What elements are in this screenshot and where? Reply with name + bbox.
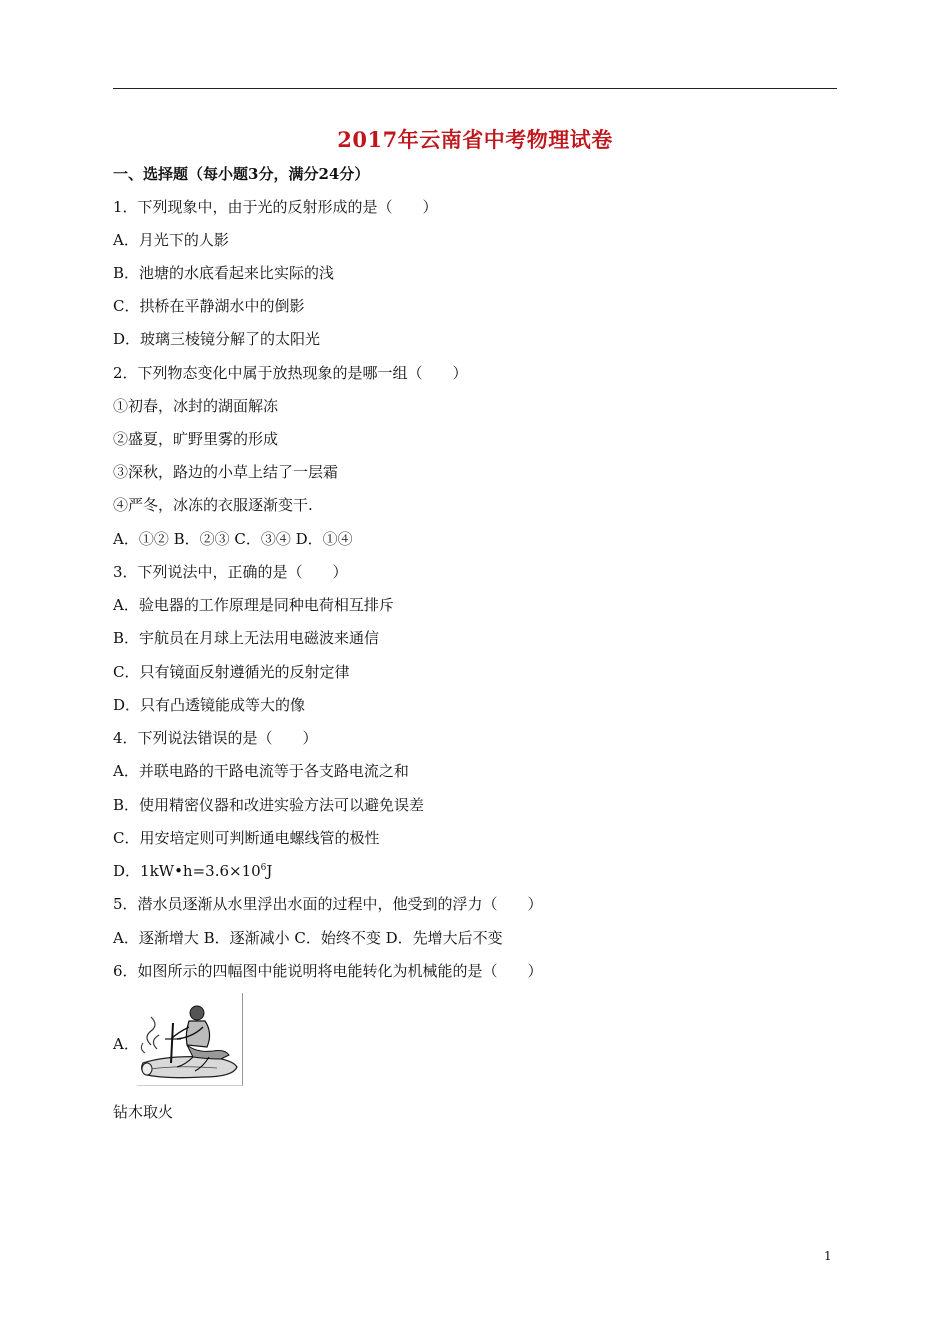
- q5-stem: 5．潜水员逐渐从水里浮出水面的过程中，他受到的浮力（ ）: [113, 895, 543, 913]
- q2-statement-1: ①初春，冰封的湖面解冻: [113, 397, 279, 415]
- q2-statement-2: ②盛夏，旷野里雾的形成: [113, 430, 279, 448]
- q3-option-c: C．只有镜面反射遵循光的反射定律: [113, 663, 350, 681]
- q1-option-a: A．月光下的人影: [113, 231, 229, 249]
- q1-option-c: C．拱桥在平静湖水中的倒影: [113, 297, 305, 315]
- q3-option-b: B．宇航员在月球上无法用电磁波来通信: [113, 629, 380, 647]
- q1-option-d: D．玻璃三棱镜分解了的太阳光: [113, 330, 321, 348]
- q4-option-d-exponent: 6: [260, 863, 267, 873]
- q3-option-d: D．只有凸透镜能成等大的像: [113, 696, 306, 714]
- q3-option-a: A．验电器的工作原理是同种电荷相互排斥: [113, 596, 394, 614]
- q6-option-a-label: A．: [113, 1035, 139, 1053]
- page-number: 1: [824, 1249, 832, 1263]
- q6-stem: 6．如图所示的四幅图中能说明将电能转化为机械能的是（ ）: [113, 962, 543, 980]
- q2-statement-3: ③深秋，路边的小草上结了一层霜: [113, 463, 339, 481]
- drilling-wood-figure: [137, 993, 243, 1086]
- q2-stem: 2．下列物态变化中属于放热现象的是哪一组（ ）: [113, 364, 468, 382]
- q5-options: A．逐渐增大 B．逐渐减小 C．始终不变 D．先增大后不变: [113, 929, 503, 947]
- q4-option-b: B．使用精密仪器和改进实验方法可以避免误差: [113, 796, 425, 814]
- section-heading: 一、选择题（每小题3分，满分24分）: [113, 165, 370, 183]
- q4-option-d: [113, 860, 272, 881]
- drilling-wood-illustration: [137, 993, 241, 1084]
- q2-options: A．①② B．②③ C．③④ D．①④: [113, 530, 353, 548]
- header-rule: [113, 88, 837, 89]
- q2-statement-4: ④严冬，冰冻的衣服逐渐变干.: [113, 496, 313, 514]
- q1-stem: 1．下列现象中，由于光的反射形成的是（ ）: [113, 198, 438, 216]
- q4-option-a: A．并联电路的干路电流等于各支路电流之和: [113, 762, 409, 780]
- q4-stem: 4．下列说法错误的是（ ）: [113, 729, 318, 747]
- q4-option-c: C．用安培定则可判断通电螺线管的极性: [113, 829, 380, 847]
- q3-stem: 3．下列说法中，正确的是（ ）: [113, 563, 348, 581]
- page-title: 2017年云南省中考物理试卷: [337, 127, 613, 152]
- q4-option-d-prefix: D．1kW•h=3.6×10: [113, 862, 261, 880]
- q6-option-a-caption: 钻木取火: [113, 1103, 174, 1121]
- q1-option-b: B．池塘的水底看起来比实际的浅: [113, 264, 335, 282]
- q4-option-d-unit: J: [266, 862, 273, 880]
